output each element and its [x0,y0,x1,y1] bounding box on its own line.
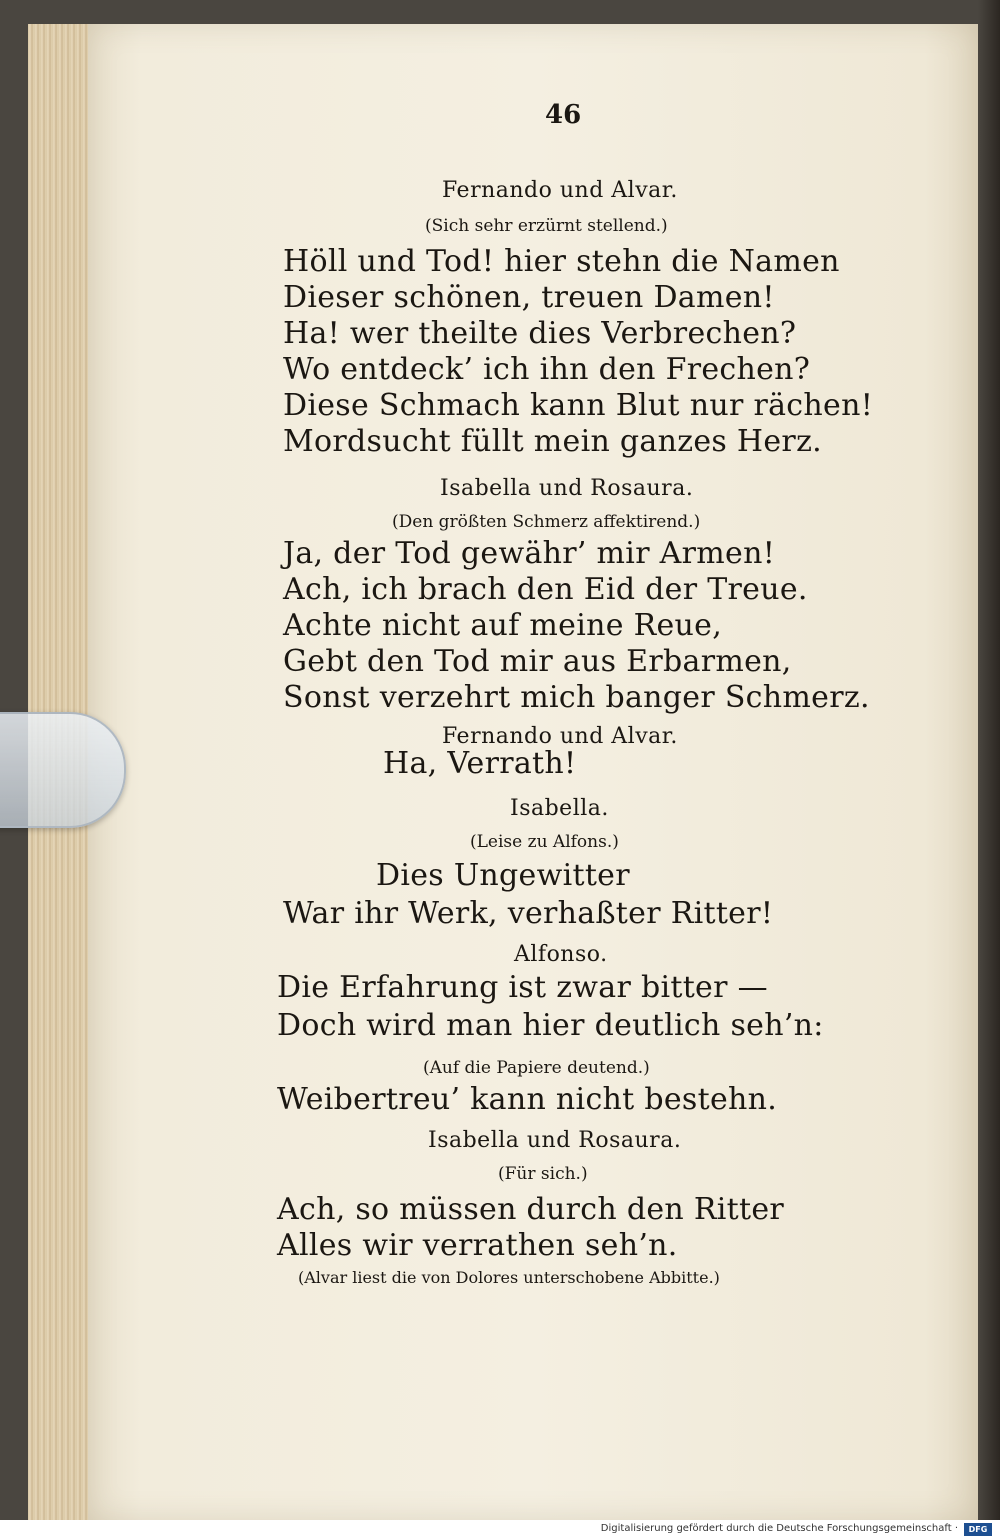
dfg-logo: DFG [964,1523,992,1536]
footer-credit-text: Digitalisierung gefördert durch die Deutsche Forschungsgemeinschaft · [600,1523,958,1534]
speaker-label: Fernando und Alvar. [442,724,678,749]
verse-line: Diese Schmach kann Blut nur rächen! [283,388,874,423]
verse-line: Doch wird man hier deutlich seh’n: [277,1008,824,1043]
verse-line: Weibertreu’ kann nicht bestehn. [277,1082,778,1117]
verse-line: Achte nicht auf meine Reue, [283,608,723,643]
digitization-footer [0,1520,1000,1540]
verse-line: Alles wir verrathen seh’n. [277,1228,678,1263]
verse-line: Ach, ich brach den Eid der Treue. [283,572,808,607]
stage-direction: (Alvar liest die von Dolores unterschobene Abbitte.) [298,1268,720,1287]
verse-line: Ach, so müssen durch den Ritter [277,1192,785,1227]
verse-line: War ihr Werk, verhaßter Ritter! [283,896,774,931]
verse-line: Ha, Verrath! [383,746,577,781]
verse-line: Mordsucht füllt mein ganzes Herz. [283,424,823,459]
verse-line: Sonst verzehrt mich banger Schmerz. [283,680,870,715]
verse-line: Ha! wer theilte dies Verbrechen? [283,316,797,351]
verse-line: Die Erfahrung ist zwar bitter — [277,970,768,1005]
stage-direction: (Den größten Schmerz affektirend.) [392,512,701,532]
stage-direction: (Für sich.) [498,1164,588,1184]
verse-line: Höll und Tod! hier stehn die Namen [283,244,840,279]
speaker-label: Fernando und Alvar. [442,178,678,203]
speaker-label: Isabella und Rosaura. [440,476,694,501]
speaker-label: Isabella. [510,796,609,821]
speaker-label: Alfonso. [514,942,608,967]
verse-line: Wo entdeck’ ich ihn den Frechen? [283,352,811,387]
verse-line: Dies Ungewitter [376,858,630,893]
stage-direction: (Sich sehr erzürnt stellend.) [425,216,668,236]
stage-direction: (Leise zu Alfons.) [470,832,619,852]
speaker-label: Isabella und Rosaura. [428,1128,682,1153]
stage-direction: (Auf die Papiere deutend.) [423,1058,650,1078]
verse-line: Ja, der Tod gewähr’ mir Armen! [283,536,776,571]
verse-line: Dieser schönen, treuen Damen! [283,280,775,315]
verse-line: Gebt den Tod mir aus Erbarmen, [283,644,792,679]
spine-shadow [978,0,1000,1520]
page-number: 46 [545,100,582,130]
page-clip [0,712,126,828]
